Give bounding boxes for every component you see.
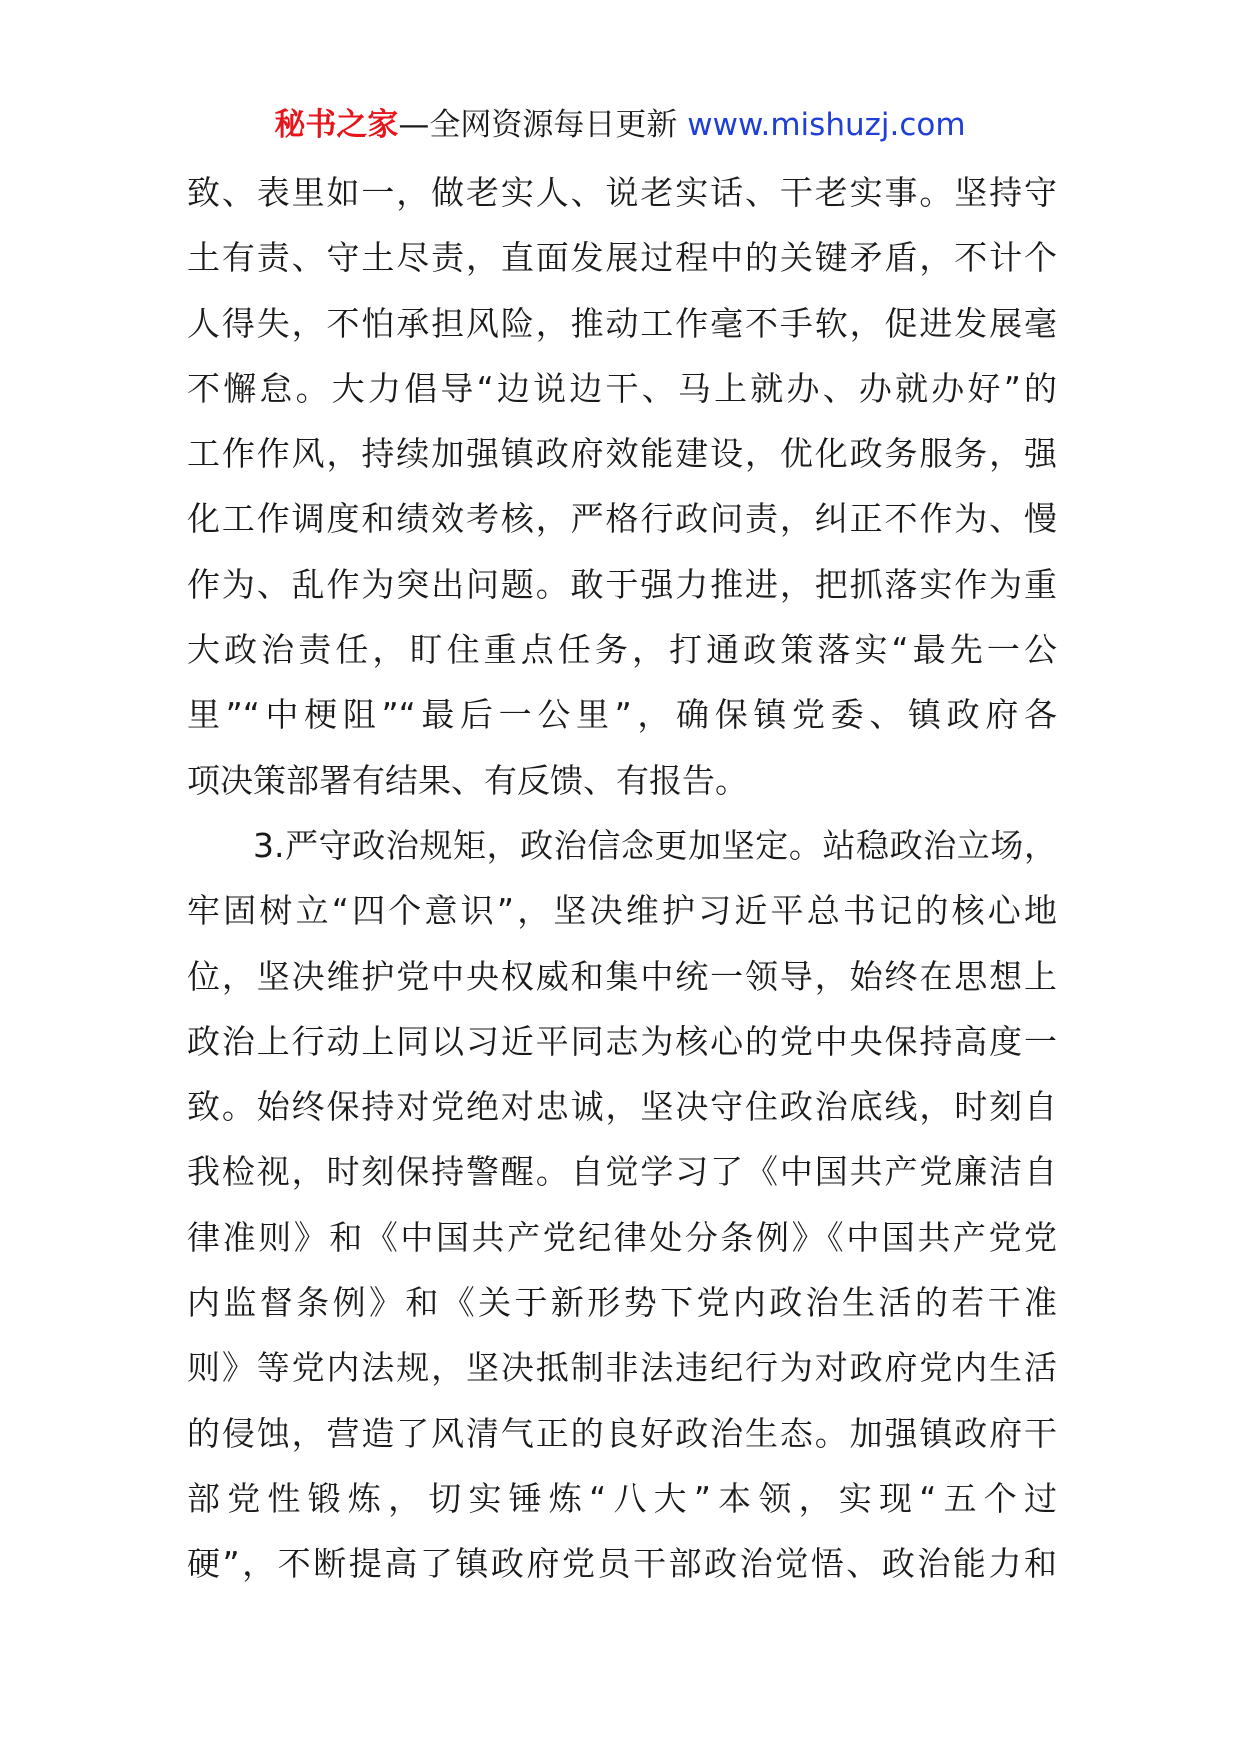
section-heading-line: 3.严守政治规矩，政治信念更加坚定。站稳政治立场， — [253, 825, 1057, 865]
text-line: 里”“中梗阻”“最后一公里”，确保镇党委、镇政府各 — [187, 695, 1057, 735]
text-line: 牢固树立“四个意识”，坚决维护习近平总书记的核心地 — [187, 891, 1057, 931]
text-line: 大政治责任，盯住重点任务，打通政策落实“最先一公 — [187, 630, 1057, 670]
text-line: 人得失，不怕承担风险，推动工作毫不手软，促进发展毫 — [187, 303, 1057, 343]
website-link[interactable]: www.mishuzj.com — [687, 107, 966, 143]
text-line: 致。始终保持对党绝对忠诚，坚决守住政治底线，时刻自 — [187, 1087, 1057, 1127]
site-banner — [0, 103, 1240, 147]
text-line: 的侵蚀，营造了风清气正的良好政治生态。加强镇政府干 — [187, 1413, 1057, 1453]
text-line: 致、表里如一，做老实人、说老实话、干老实事。坚持守 — [187, 173, 1057, 212]
text-line: 硬”，不断提高了镇政府党员干部政治觉悟、政治能力和 — [187, 1544, 1057, 1584]
text-line: 律准则》和《中国共产党纪律处分条例》《中国共产党党 — [187, 1217, 1057, 1257]
paragraph-end-line: 项决策部署有结果、有反馈、有报告。 — [187, 760, 748, 800]
text-line: 化工作调度和绩效考核，严格行政问责，纠正不作为、慢 — [187, 499, 1057, 539]
text-line: 部党性锻炼，切实锤炼“八大”本领，实现“五个过 — [187, 1478, 1057, 1518]
text-line: 不懈怠。大力倡导“边说边干、马上就办、办就办好”的 — [187, 368, 1057, 408]
text-line: 工作作风，持续加强镇政府效能建设，优化政务服务，强 — [187, 434, 1057, 474]
banner-slogan: —全网资源每日更新 — [398, 107, 678, 143]
text-line: 内监督条例》和《关于新形势下党内政治生活的若干准 — [187, 1283, 1057, 1323]
brand-name: 秘书之家 — [274, 107, 399, 143]
text-line: 位，坚决维护党中央权威和集中统一领导，始终在思想上 — [187, 956, 1057, 996]
document-body — [187, 160, 1057, 1597]
text-line: 我检视，时刻保持警醒。自觉学习了《中国共产党廉洁自 — [187, 1152, 1057, 1192]
text-line: 政治上行动上同以习近平同志为核心的党中央保持高度一 — [187, 1021, 1057, 1061]
text-line: 作为、乱作为突出问题。敢于强力推进，把抓落实作为重 — [187, 564, 1057, 604]
text-line: 则》等党内法规，坚决抵制非法违纪行为对政府党内生活 — [187, 1348, 1057, 1388]
text-line: 土有责、守土尽责，直面发展过程中的关键矛盾，不计个 — [187, 238, 1057, 278]
